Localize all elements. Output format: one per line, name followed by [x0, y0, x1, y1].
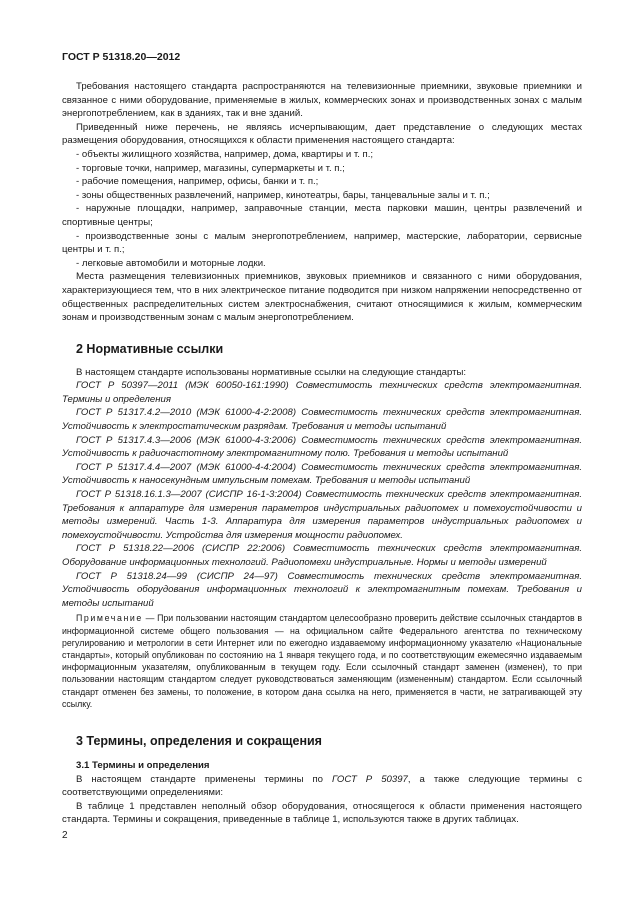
page-content	[62, 80, 582, 827]
list-item: - рабочие помещения, например, офисы, банки и т. п.;	[76, 176, 319, 188]
list-item: - объекты жилищного хозяйства, например, дома, квартиры и т. п.;	[76, 148, 374, 160]
document-code-header: ГОСТ Р 51318.20—2012	[62, 51, 181, 63]
reference-item: ГОСТ Р 51317.4.3—2006 (МЭК 61000-4-3:2006) Совместимость технических средств электромагнитная. Устойчивость к радиочастотному электромагнитному полю. Требования и методы испытаний	[62, 434, 582, 460]
list-item: - наружные площадки, например, заправочные станции, места парковки машин, центры развлечений и спортивные центры;	[62, 203, 582, 228]
list-item: - зоны общественных развлечений, например, кинотеатры, бары, танцевальные залы и т. п.;	[76, 189, 490, 201]
section-3-heading: 3 Термины, определения и сокращения	[76, 734, 322, 748]
section-2-heading: 2 Нормативные ссылки	[76, 341, 224, 356]
note-label: Примечание	[76, 613, 143, 624]
reference-item: ГОСТ Р 50397—2011 (МЭК 60050-161:1990) Совместимость технических средств электромагнитная. Термины и определения	[62, 380, 582, 405]
locations-intro: Приведенный ниже перечень, не являясь исчерпывающим, дает представление о следующих местах размещения оборудования, относящихся к области применения настоящего стандарта:	[62, 121, 582, 147]
reference-item: ГОСТ Р 51318.24—99 (СИСПР 24—97) Совместимость технических средств электромагнитная. Устойчивость оборудования информационных технологий к электромагнитным помехам. Требования и методы испытаний	[62, 570, 582, 609]
reference-item: ГОСТ Р 51318.22—2006 (СИСПР 22:2006) Совместимость технических средств электромагнитная. Оборудование информационных технологий. Радиопомехи индустриальные. Нормы и методы измерений	[62, 543, 582, 568]
terms-text-end: , а также следующие термины с соответствующими определениями:	[62, 773, 582, 799]
subsection-3-1-heading: 3.1 Термины и определения	[76, 760, 210, 771]
note-text: — При пользовании настоящим стандартом целесообразно проверить действие ссылочных стандартов в информационной системе общего пользования — на официальном сайте Федерального агентства по техническому регулированию и метрологии в сети Интернет или по ежегодно издаваемому информационному указателю «Национальные стандарты», который опубликован по состоянию на 1 января текущего года, и по соответствующим ежемесячно издаваемым информационным указателям, опубликованным в текущем году. Если ссылочный стандарт заменен (изменен), то при пользовании настоящим стандартом следует руководствоваться заменяющим (измененным) стандартом. Если ссылочный стандарт отменен без замены, то положение, в котором дана ссылка на него, применяется в части, не затрагивающей эту ссылку.	[62, 613, 582, 709]
scope-paragraph: Требования настоящего стандарта распространяются на телевизионные приемники, звуковые приемники и связанное с ними оборудование, применяемые в жилых, коммерческих зонах и производственных зонах с малым энергопотреблением, как в зданиях, так и вне зданий.	[62, 81, 582, 120]
terms-paragraph	[62, 773, 582, 800]
list-item: - торговые точки, например, магазины, супермаркеты и т. п.;	[76, 162, 345, 174]
terms-reference: ГОСТ Р 50397	[331, 773, 408, 785]
table-overview-paragraph: В таблице 1 представлен неполный обзор оборудования, относящегося к области применения настоящего стандарта. Термины и сокращения, приведенные в таблице 1, используются также в других таблицах.	[62, 800, 582, 826]
reference-item: ГОСТ Р 51318.16.1.3—2007 (СИСПР 16-1-3:2004) Совместимость технических средств электромагнитная. Требования к аппаратуре для измерения параметров индустриальных радиопомех и помехоустойчивости и методы измерений. Часть 1-3. Аппаратура для измерения параметров индустриальных радиопомех и помехоустойчивости. Устройства для измерения мощности радиопомех.	[62, 489, 582, 541]
reference-item: ГОСТ Р 51317.4.2—2010 (МЭК 61000-4-2:2008) Совместимость технических средств электромагнитная. Устойчивость к электростатическим разрядам. Требования и методы испытаний	[62, 407, 582, 433]
references-intro: В настоящем стандарте использованы нормативные ссылки на следующие стандарты:	[76, 366, 467, 378]
page-number: 2	[62, 830, 68, 841]
reference-item: ГОСТ Р 51317.4.4—2007 (МЭК 61000-4-4:2004) Совместимость технических средств электромагнитная. Устойчивость к наносекундным импульсным помехам. Требования и методы испытаний	[62, 461, 582, 487]
locations-paragraph: Места размещения телевизионных приемников, звуковых приемников и связанного с ними оборудования, характеризующиеся тем, что в них электрическое питание подводится при низком напряжении непосредственно от общественных распределительных систем электроснабжения, считают относящимися к жилым, коммерческим зонам и производственным зонам с малым энергопотреблением.	[62, 271, 582, 324]
note	[62, 612, 582, 710]
list-item: - легковые автомобили и моторные лодки.	[76, 257, 266, 269]
terms-text-start: В настоящем стандарте применены термины по	[76, 773, 332, 785]
list-item: - производственные зоны с малым энергопотреблением, например, мастерские, лаборатории, сервисные центры и т. п.;	[62, 230, 582, 256]
